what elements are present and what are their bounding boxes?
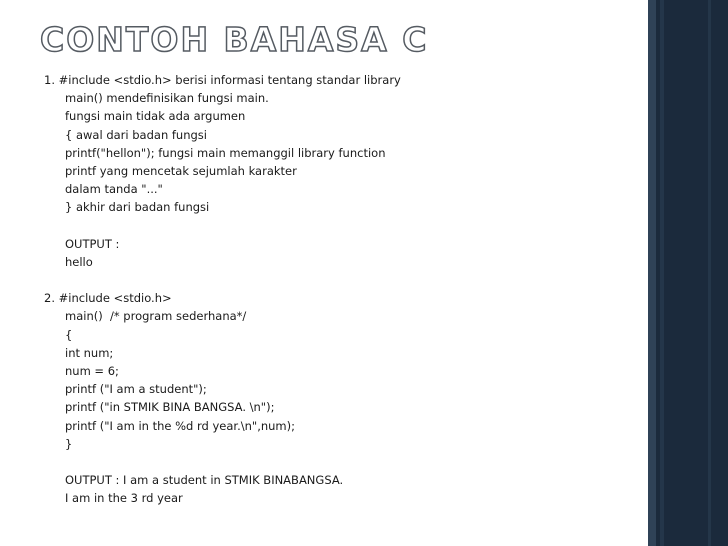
body-line: } akhir dari badan fungsi [65, 200, 210, 215]
blank-line [44, 217, 644, 235]
body-line: main() /* program sederhana*/ [65, 309, 247, 324]
body-line: OUTPUT : I am a student in STMIK BINABANGSA. [65, 473, 344, 488]
body-line: } [65, 436, 73, 451]
decorative-side-bar [648, 0, 728, 546]
body-line: 1. #include <stdio.h> berisi informasi tentang standar library [44, 73, 401, 87]
body-line: main() mendefinisikan fungsi main. [65, 91, 269, 106]
body-line: hello [65, 254, 93, 269]
body-line: OUTPUT : [65, 236, 120, 251]
body-line: fungsi main tidak ada argumen [65, 109, 246, 124]
body-line: printf("hellon"); fungsi main memanggil library function [65, 145, 386, 160]
blank-line [44, 271, 644, 289]
body-line: I am in the 3 rd year [65, 491, 183, 506]
slide-body [44, 71, 644, 508]
blank-line [44, 453, 644, 471]
body-line: printf ("I am a student"); [65, 382, 207, 397]
body-line: int num; [65, 345, 114, 360]
body-line: { [65, 327, 73, 342]
slide-title: CONTOH BAHASA C [40, 20, 429, 59]
body-line: dalam tanda "..." [65, 182, 163, 197]
side-bar-stripe [708, 0, 711, 546]
body-line: printf yang mencetak sejumlah karakter [65, 163, 297, 178]
body-line: 2. #include <stdio.h> [44, 291, 172, 306]
body-line: printf ("in STMIK BINA BANGSA. \n"); [65, 400, 275, 415]
side-bar-stripe [648, 0, 656, 546]
body-line: printf ("I am in the %d rd year.\n",num); [65, 418, 295, 433]
body-line: num = 6; [65, 364, 119, 378]
side-bar-stripe [660, 0, 664, 546]
body-line: { awal dari badan fungsi [65, 127, 207, 142]
